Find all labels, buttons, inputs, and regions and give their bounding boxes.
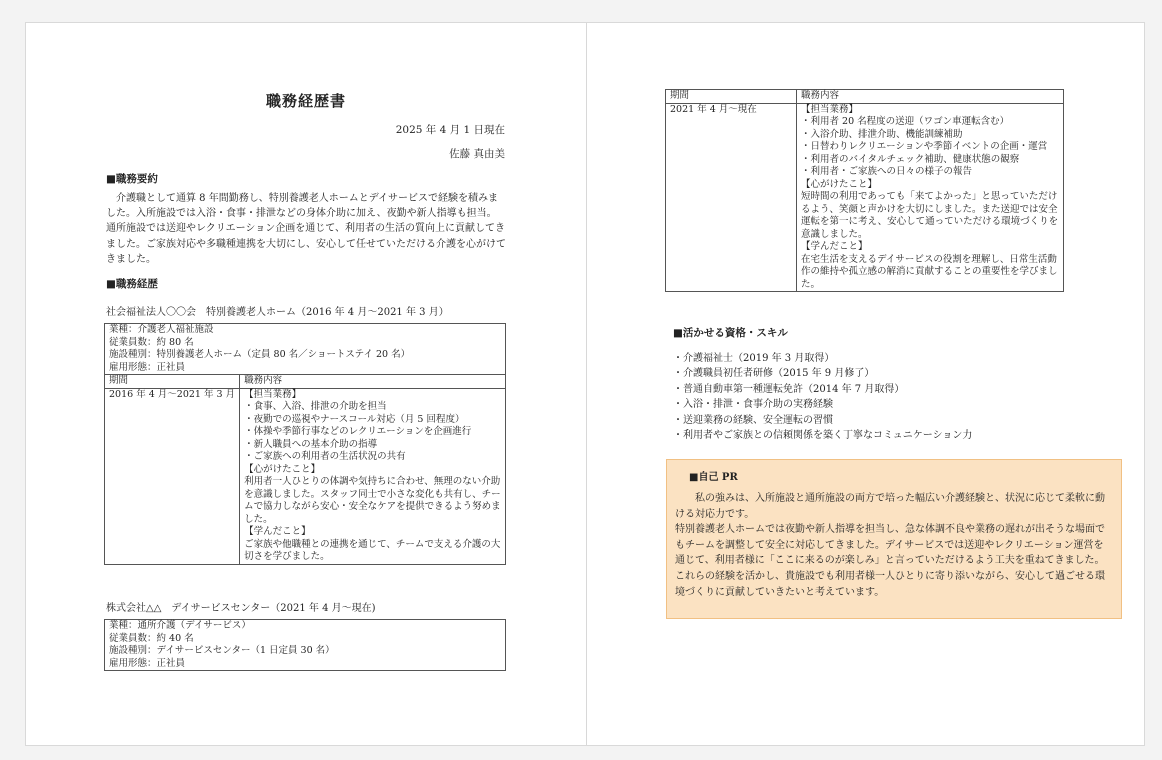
content-line: 短時間の利用であっても「来てよかった」と思っていただけるよう、笑顔と声かけを大切にしました。また送迎では安全運転を第一に考え、安心して通っていただける環境づくりを意識しました。 xyxy=(801,191,1059,240)
company2-content-header: 職務内容 xyxy=(797,90,1064,104)
document-spread xyxy=(25,22,1145,746)
company1-content xyxy=(240,388,506,564)
company2-info-line: 施設種別：デイサービスセンター（1 日定員 30 名） xyxy=(109,645,335,656)
company2-info-line: 業種：通所介護（デイサービス） xyxy=(109,620,251,631)
company1-name: 社会福祉法人〇〇会 特別養護老人ホーム（2016 年 4 月～2021 年 3 月） xyxy=(106,307,449,318)
skills-list xyxy=(673,351,972,443)
content-line: ・ご家族への利用者の生活状況の共有 xyxy=(244,451,406,462)
content-line: ・新人職員への基本介助の指導 xyxy=(244,438,378,450)
company1-info xyxy=(105,324,506,375)
content-line: ・体操や季節行事などのレクリエーションを企画進行 xyxy=(244,426,472,437)
company2-period: 2021 年 4 月～現在 xyxy=(666,103,797,292)
document-date: 2025 年 4 月 1 日現在 xyxy=(395,124,505,136)
content-line: ご家族や他職種との連携を通じて、チームで支える介護の大切さを学びました。 xyxy=(244,538,501,562)
self-pr-paragraph: 私の強みは、入所施設と通所施設の両方で培った幅広い介護経験と、状況に応じて柔軟に動ける対応力です。 xyxy=(675,493,1105,520)
company1-table xyxy=(104,323,506,565)
skill-item: ・入浴・排泄・食事介助の実務経験 xyxy=(673,399,833,411)
content-line: 【学んだこと】 xyxy=(801,241,868,252)
company2-name: 株式会社△△ デイサービスセンター（2021 年 4 月～現在) xyxy=(106,603,376,614)
content-line: ・利用者 20 名程度の送迎（ワゴン車運転含む） xyxy=(801,116,1010,127)
skills-heading: ■活かせる資格・スキル xyxy=(673,327,788,339)
content-line: 利用者一人ひとりの体調や気持ちに合わせ、無理のない介助を意識しました。スタッフ同士で小さな変化も共有し、チームで協力しながら安心・安全なケアを提供できるよう努めました。 xyxy=(244,476,501,525)
company1-period-header: 期間 xyxy=(105,375,240,389)
self-pr-paragraph: 特別養護老人ホームでは夜勤や新人指導を担当し、急な体調不良や業務の遅れが出そうな場面でもチームを調整して安全に対応してきました。デイサービスでは送迎やレクリエーション運営を通じて、利用者様に「ここに来るのが楽しみ」と言っていただけるよう工夫を重ねてきました。 xyxy=(675,524,1105,567)
company2-info-line: 雇用形態：正社員 xyxy=(109,657,186,669)
page-left xyxy=(26,23,586,745)
content-line: ・食事、入浴、排泄の介助を担当 xyxy=(244,401,387,412)
document-title: 職務経歴書 xyxy=(265,92,346,110)
content-line: 【心がけたこと】 xyxy=(801,178,878,190)
self-pr-paragraph: これらの経験を活かし、貴施設でも利用者様一人ひとりに寄り添いながら、安心して過ごせる環境づくりに貢献していきたいと考えています。 xyxy=(675,570,1105,598)
content-line: 【担当業務】 xyxy=(244,388,302,400)
company2-info-line: 従業員数：約 40 名 xyxy=(109,632,194,644)
skill-item: ・介護職員初任者研修（2015 年 9 月修了） xyxy=(673,368,875,380)
company1-info-line: 雇用形態：正社員 xyxy=(109,361,186,373)
content-line: ・利用者のバイタルチェック補助、健康状態の観察 xyxy=(801,153,1020,165)
summary-text: 介護職として通算 8 年間勤務し、特別養護老人ホームとデイサービスで経験を積みました。入所施設では入浴・食事・排泄などの身体介助に加え、夜勤や新人指導も担当。通所施設では送迎やレクリエーション企画を通じて、利用者の生活の質向上に貢献してきました。ご家族対応や多職種連携を大切にし、安心して任せていただける介護を心がけてきました。 xyxy=(106,193,506,265)
company2-info xyxy=(105,620,506,671)
content-line: 【学んだこと】 xyxy=(244,526,311,537)
page-right xyxy=(587,23,1146,745)
author-name: 佐藤 真由美 xyxy=(449,148,505,160)
company2-content xyxy=(797,103,1064,292)
content-line: ・日替わりレクリエーションや季節イベントの企画・運営 xyxy=(801,141,1048,152)
skill-item: ・普通自動車第一種運転免許（2014 年 7 月取得） xyxy=(673,383,905,395)
skill-item: ・介護福祉士（2019 年 3 月取得） xyxy=(673,353,835,364)
company1-info-line: 業種：介護老人福祉施設 xyxy=(109,324,214,335)
company1-info-line: 従業員数：約 80 名 xyxy=(109,336,194,348)
company1-content-header: 職務内容 xyxy=(240,375,506,389)
content-line: 在宅生活を支えるデイサービスの役割を理解し、日常生活動作の維持や孤立感の解消に貢献することの重要性を学びました。 xyxy=(801,253,1058,290)
content-line: 【心がけたこと】 xyxy=(244,463,321,475)
company1-period: 2016 年 4 月～2021 年 3 月 xyxy=(105,388,240,564)
content-line: 【担当業務】 xyxy=(801,103,859,115)
company2-info-table xyxy=(104,619,506,671)
company2-period-header: 期間 xyxy=(666,90,797,104)
self-pr-box xyxy=(666,459,1122,619)
company1-info-line: 施設種別：特別養護老人ホーム（定員 80 名／ショートステイ 20 名） xyxy=(109,349,411,360)
company2-duties-table xyxy=(665,89,1064,292)
skill-item: ・利用者やご家族との信頼関係を築く丁寧なコミュニケーション力 xyxy=(673,430,973,442)
skill-item: ・送迎業務の経験、安全運転の習慣 xyxy=(673,414,833,426)
self-pr-heading: ■自己 PR xyxy=(689,472,738,483)
content-line: ・利用者・ご家族への日々の様子の報告 xyxy=(801,166,973,177)
summary-heading: ■職務要約 xyxy=(106,173,158,185)
content-line: ・入浴介助、排泄介助、機能訓練補助 xyxy=(801,128,963,140)
career-heading: ■職務経歴 xyxy=(106,278,158,290)
content-line: ・夜勤での巡視やナースコール対応（月 5 回程度） xyxy=(244,413,465,425)
